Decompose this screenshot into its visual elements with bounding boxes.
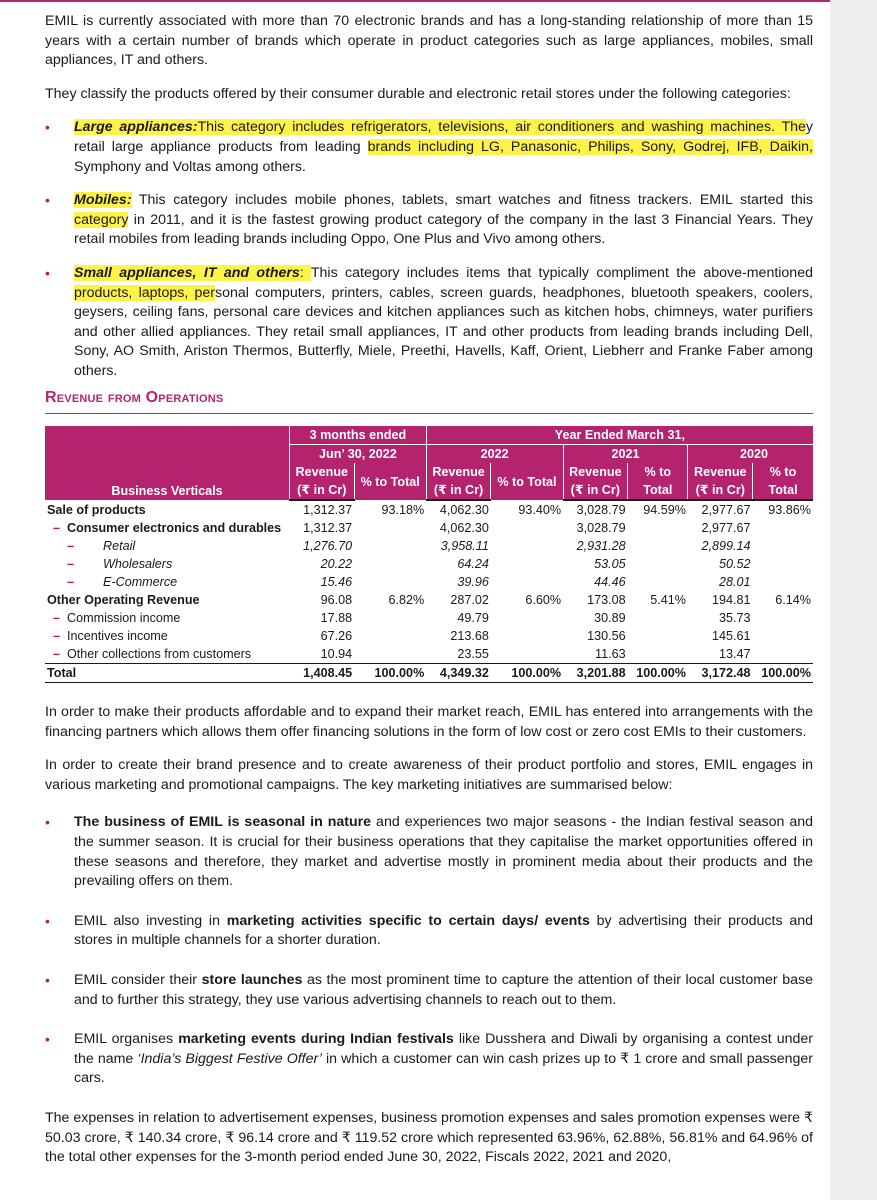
cell: 4,349.32 (426, 664, 491, 683)
table-row (45, 500, 813, 519)
cell: 145.61 (712, 629, 751, 644)
bullet-icon: • (45, 814, 50, 831)
cell (354, 573, 426, 591)
marketing-point (45, 1030, 813, 1089)
cell: 100.00% (628, 664, 688, 683)
cell: 287.02 (450, 593, 489, 608)
right-margin-band (830, 0, 877, 1200)
point-text: EMIL also investing in (74, 912, 227, 929)
cell: 53.05 (594, 557, 626, 572)
row-label-cell (45, 573, 290, 591)
cell (753, 609, 813, 627)
header-pct-total: % to Total (491, 463, 563, 500)
table-row (45, 591, 813, 609)
table-row (45, 555, 813, 573)
table-row (45, 645, 813, 664)
intro-paragraph-1: EMIL is currently associated with more than 70 electronic brands and has a long-standing relationship of more than 15 years with a certain number of brands which operate in product categories such as large appliances, mobiles, small appliances, IT and others. (45, 13, 813, 69)
header-2022: 2022 (426, 445, 563, 464)
cell: 3,201.88 (563, 664, 628, 683)
category-text: brands including LG, Panasonic, Philips, Sony, Godrej, IFB, Daikin, (367, 138, 813, 155)
document-body (45, 12, 813, 1168)
bullet-icon: • (45, 119, 50, 136)
table-row (45, 627, 813, 645)
category-title: Large appliances: (74, 119, 198, 136)
header-revenue: Revenue (290, 463, 355, 481)
intro-paragraph-2: They classify the products offered by their consumer durable and electronic retail stores under the following categories: (45, 85, 791, 102)
header-pct-to: % to (753, 463, 813, 481)
cell (354, 609, 426, 627)
cell: 1,408.45 (290, 664, 355, 683)
cell: 3,958.11 (440, 539, 489, 554)
section-heading-revenue: Revenue from Operations (45, 388, 813, 415)
category-text: : (299, 264, 311, 281)
category-text: Symphony and Voltas among others. (74, 158, 306, 175)
cell: 10.94 (320, 647, 353, 662)
cell: 96.08 (320, 593, 353, 608)
row-label: E-Commerce (103, 575, 178, 590)
header-2020: 2020 (688, 445, 813, 464)
cell: 1,276.70 (303, 539, 353, 554)
cell: 49.79 (457, 611, 489, 626)
dash-icon: – (67, 575, 75, 590)
bullet-icon: • (45, 1031, 50, 1048)
row-label-cell (45, 519, 290, 537)
header-business-verticals: Business Verticals (45, 426, 290, 500)
bullet-icon: • (45, 264, 50, 281)
table-row (45, 519, 813, 537)
cell: 30.89 (594, 611, 626, 626)
revenue-table (45, 426, 813, 683)
cell: 50.52 (719, 557, 751, 572)
cell: 93.86% (768, 503, 811, 518)
point-bold-text: store launches (201, 972, 303, 989)
cell: 2,931.28 (576, 539, 626, 554)
cell (491, 537, 563, 555)
cell: 44.46 (594, 575, 626, 590)
header-in-cr: (₹ in Cr) (688, 481, 753, 500)
cell (628, 645, 688, 664)
category-mobiles (45, 191, 813, 250)
cell: 2,977.67 (701, 503, 751, 518)
cell: 4,062.30 (439, 521, 489, 536)
category-text: y retail large appliance products from leading (74, 119, 813, 155)
table-row (45, 573, 813, 591)
cell: 20.22 (320, 557, 353, 572)
row-label: Sale of products (47, 502, 146, 517)
cell: 1,312.37 (303, 521, 353, 536)
cell (354, 519, 426, 537)
cell (491, 573, 563, 591)
cell: 35.73 (719, 611, 751, 626)
dash-icon: – (67, 539, 75, 554)
bullet-icon: • (45, 192, 50, 209)
header-in-cr: (₹ in Cr) (563, 481, 628, 500)
row-label: Other collections from customers (67, 647, 252, 662)
table-row (45, 537, 813, 555)
cell: 28.01 (719, 575, 751, 590)
cell (753, 555, 813, 573)
cell (628, 537, 688, 555)
point-text: by advertising their products and stores in multiple channels for a shorter duration. (74, 912, 813, 949)
cell: 130.56 (587, 629, 626, 644)
header-text: 3 months ended (309, 428, 407, 443)
header-revenue: Revenue (426, 463, 491, 481)
point-text: as the most prominent time to capture the attention of their local customer base and to further this strategy, they use various advertising channels to reach out to them. (74, 972, 814, 1008)
header-year-ended: Year Ended March 31, (426, 426, 813, 445)
row-label: Commission income (67, 611, 181, 626)
cell (628, 609, 688, 627)
marketing-point (45, 971, 813, 1010)
category-list (45, 118, 813, 381)
cell (628, 627, 688, 645)
point-text: in which a customer can win cash prizes up to ₹ 1 crore and small passenger cars. (74, 1050, 813, 1087)
cell (354, 627, 426, 645)
marketing-point (45, 813, 813, 891)
cell: 173.08 (587, 593, 626, 608)
cell (491, 609, 563, 627)
cell: 23.55 (457, 647, 489, 662)
row-label: Retail (103, 539, 136, 554)
cell: 2,899.14 (701, 539, 751, 554)
category-text: frigerators, televisions, air conditioners and washing machines. The (363, 119, 806, 136)
bullet-icon: • (45, 912, 50, 929)
point-text: like Dusshera and Diwali by organising a contest under the name (74, 1031, 813, 1067)
financing-paragraph: In order to make their products affordable and to expand their market reach, EMIL has entered into arrangements with the financing partners which allows them offer financing solutions in the form of low cost or zero cost EMIs to their customers. (45, 704, 813, 740)
dash-icon: – (53, 521, 61, 536)
cell (354, 645, 426, 664)
cell: 4,062.30 (439, 503, 489, 518)
row-label-cell (45, 645, 290, 664)
cell (628, 519, 688, 537)
marketing-paragraph: In order to create their brand presence and to create awareness of their product portfolio and stores, EMIL engages in various marketing and promotional campaigns. The key marketing initiatives are summarised below: (45, 757, 813, 793)
category-title: Mobiles: (74, 192, 132, 209)
category-text: in 2011, and it is the fastest growing product category of the company in the last 3 Financial Years. They retail mobiles from leading brands including Oppo, One Plus and Vivo among others. (74, 211, 813, 248)
cell: 213.68 (450, 629, 489, 644)
cell (753, 537, 813, 555)
header-total: Total (753, 481, 813, 500)
marketing-point (45, 912, 813, 951)
header-2021: 2021 (563, 445, 688, 464)
cell: 194.81 (712, 593, 751, 608)
row-label-cell (45, 627, 290, 645)
expenses-paragraph: The expenses in relation to advertisement expenses, business promotion expenses and sales promotion expenses were ₹ 50.03 crore, ₹ 140.34 crore, ₹ 96.14 crore and ₹ 119.52 crore which represented 63.96%, 62.88%, 56.81% and 64.96% of the total other expenses for the 3-month period ended June 30, 2022, Fiscals 2022, 2021 and 2020, (45, 1110, 813, 1166)
point-text: EMIL consider their (74, 972, 202, 989)
cell (491, 645, 563, 664)
header-pct-total: % to Total (354, 463, 426, 500)
cell: 3,028.79 (576, 521, 626, 536)
cell: 94.59% (643, 503, 686, 518)
cell: 3,172.48 (688, 664, 753, 683)
cell: 1,312.37 (303, 503, 353, 518)
row-label: Consumer electronics and durables (67, 521, 282, 536)
dash-icon: – (53, 611, 61, 626)
cell (628, 555, 688, 573)
row-label-cell (45, 609, 290, 627)
cell (753, 627, 813, 645)
cell: 100.00% (753, 664, 813, 683)
header-in-cr: (₹ in Cr) (426, 481, 491, 500)
category-text: This category includes re (197, 119, 364, 136)
cell (354, 555, 426, 573)
cell: 5.41% (650, 593, 686, 608)
point-italic-text: ‘India’s Biggest Festive Offer’ (137, 1050, 322, 1067)
cell: 67.26 (320, 629, 353, 644)
cell: 2,977.67 (701, 521, 751, 536)
table-row (45, 609, 813, 627)
row-label: Wholesalers (103, 557, 173, 572)
point-text: EMIL organises (74, 1031, 179, 1048)
cell (491, 519, 563, 537)
cell: 17.88 (320, 611, 353, 626)
cell (491, 627, 563, 645)
cell (753, 519, 813, 537)
cell: 15.46 (320, 575, 353, 590)
cell: 3,028.79 (576, 503, 626, 518)
table-row-total (45, 664, 813, 683)
header-total: Total (628, 481, 688, 500)
cell: 100.00% (354, 664, 426, 683)
row-label: Total (45, 664, 290, 683)
category-text: sonal computers, printers, cables, screen guards, headphones, bluetooth speakers, coolers, geysers, ceiling fans, personal care devices and kitchen appliances such as kitchen hobs, chimneys, water purifiers and other allied appliances. They retail small appliances, IT and other products from leading brands including Dell, Sony, AO Smith, Ariston Thermos, Butterfly, Miele, Preethi, Havells, Kaff, Orient, Liebherr and Franke Faber among others. (74, 284, 813, 379)
cell: 93.40% (518, 502, 562, 517)
cell: 6.60% (525, 593, 562, 608)
header-three-months-date: Jun’ 30, 2022 (290, 445, 427, 464)
dash-icon: – (67, 557, 75, 572)
cell (491, 555, 563, 573)
marketing-list (45, 813, 813, 1089)
point-bold-text: marketing events during Indian festivals (178, 1031, 454, 1048)
header-in-cr: (₹ in Cr) (290, 481, 355, 500)
category-title: Small appliances, IT and others (74, 264, 300, 281)
cell: 6.82% (388, 593, 425, 608)
top-border-line (0, 0, 877, 2)
cell (753, 645, 813, 664)
category-text: This category includes mobile phones, tablets, smart watches and fitness trackers. EMIL started this (131, 192, 813, 209)
category-text: products, laptops, per (74, 284, 216, 301)
header-revenue: Revenue (688, 463, 753, 481)
category-small-appliances (45, 264, 813, 382)
cell: 6.14% (775, 593, 811, 608)
cell: 13.47 (719, 647, 751, 662)
point-text: and experiences two major seasons - the Indian festival season and the summer season. It is crucial for their business operations that they capitalise the market opportunities offered in these seasons and therefore, they market and advertise mostly in prominent media about their products and the prevailing offers on them. (74, 814, 813, 890)
header-revenue: Revenue (563, 463, 628, 481)
point-bold-text: marketing activities specific to certain days/ events (226, 912, 590, 929)
category-large-appliances (45, 118, 813, 177)
cell (628, 573, 688, 591)
cell (354, 537, 426, 555)
dash-icon: – (53, 629, 61, 644)
category-text: category (74, 211, 129, 228)
row-label-cell (45, 555, 290, 573)
header-pct-to: % to (628, 463, 688, 481)
row-label: Other Operating Revenue (47, 593, 200, 608)
cell: 64.24 (457, 557, 489, 572)
category-text: This category includes items that typically compliment the above-mentioned (310, 264, 813, 281)
bullet-icon: • (45, 972, 50, 989)
cell: 11.63 (595, 647, 626, 662)
point-bold-text: The business of EMIL is seasonal in nature (74, 814, 372, 831)
row-label: Incentives income (67, 629, 168, 644)
cell: 39.96 (457, 575, 489, 590)
cell: 100.00% (491, 664, 563, 683)
dash-icon: – (53, 647, 61, 662)
header-three-months (290, 426, 427, 445)
cell: 93.18% (381, 502, 425, 517)
row-label-cell (45, 537, 290, 555)
cell (753, 573, 813, 591)
